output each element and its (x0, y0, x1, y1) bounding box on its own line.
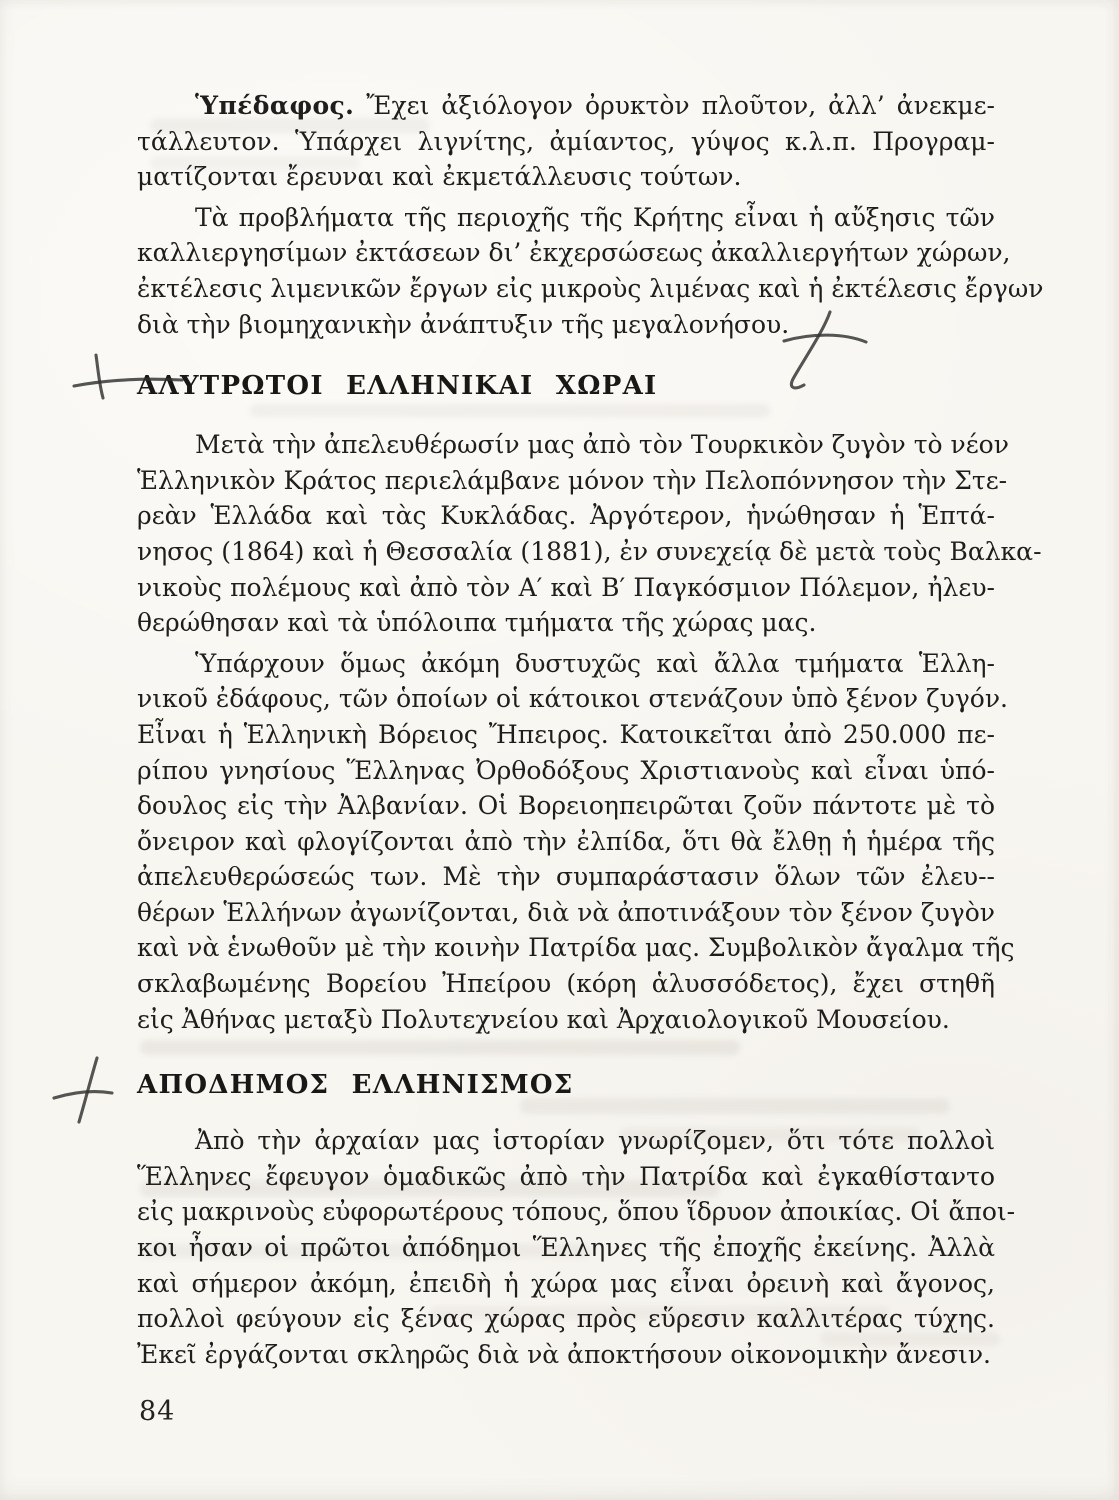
text-line: Ὑπάρχουν ὅμως ἀκόμη δυστυχῶς καὶ ἄλλα τμήματα Ἑλλη- (195, 648, 995, 678)
text-line: εἰς Ἀθήνας μεταξὺ Πολυτεχνείου καὶ Ἀρχαιολογικοῦ Μουσείου. (137, 1004, 950, 1034)
text-line: Ἑλληνικὸν Κράτος περιελάμβανε μόνον τὴν Πελοπόννησον τὴν Στε- (137, 465, 1008, 495)
cross-mark-margin-heading-2 (54, 1058, 112, 1122)
text-line: εἰς μακρινοὺς εὐφορωτέρους τόπους, ὅπου ἵδρυον ἀποικίας. Οἱ ἄποι- (137, 1197, 1016, 1227)
text-line: Ἐκεῖ ἐργάζονται σκληρῶς διὰ νὰ ἀποκτήσουν οἰκονομικὴν ἄνεσιν. (137, 1339, 991, 1369)
text-line: νησος (1864) καὶ ἡ Θεσσαλία (1881), ἐν συνεχείᾳ δὲ μετὰ τοὺς Βαλκα- (137, 536, 1042, 566)
paragraph (137, 88, 995, 195)
text-line: καὶ νὰ ἑνωθοῦν μὲ τὴν κοινὴν Πατρίδα μας. Συμβολικὸν ἄγαλμα τῆς (137, 933, 1015, 963)
text-line: νικοῦ ἐδάφους, τῶν ὁποίων οἱ κάτοικοι στενάζουν ὑπὸ ξένον ζυγόν. (137, 684, 1008, 714)
text-line: Τὰ προβλήματα τῆς περιοχῆς τῆς Κρήτης εἶναι ἡ αὔξησις τῶν (195, 202, 995, 232)
text-line: διὰ τὴν βιομηχανικὴν ἀνάπτυξιν τῆς μεγαλονήσου. (137, 309, 790, 339)
text-line: ρεὰν Ἑλλάδα καὶ τὰς Κυκλάδας. Ἀργότερον, ἡνώθησαν ἡ Ἑπτά- (137, 501, 995, 531)
text-line: ἐκτέλεσις λιμενικῶν ἔργων εἰς μικροὺς λιμένας καὶ ἡ ἐκτέλεσις ἔργων (137, 273, 1044, 303)
text-line: καλλιεργησίμων ἐκτάσεων δι’ ἐκχερσώσεως ἀκαλλιεργήτων χώρων, (137, 238, 1011, 268)
text-run: Ἔχει ἀξιόλογον ὀρυκτὸν πλοῦτον, ἀλλ’ ἀνεκμε- (354, 91, 995, 120)
page-content (137, 88, 1044, 1372)
text-line: τάλλευτον. Ὑπάρχει λιγνίτης, ἀμίαντος, γύψος κ.λ.π. Προγραμ- (137, 126, 995, 156)
page-number: 84 (139, 1396, 176, 1427)
text-line: ὄνειρον καὶ φλογίζονται ἀπὸ τὴν ἐλπίδα, ὅτι θὰ ἔλθῃ ἡ ἡμέρα τῆς (137, 826, 995, 856)
text-line: Μετὰ τὴν ἀπελευθέρωσίν μας ἀπὸ τὸν Τουρκικὸν ζυγὸν τὸ νέον (195, 430, 1009, 460)
paragraph (137, 646, 1015, 1038)
text-line: σκλαβωμένης Βορείου Ἠπείρου (κόρη ἁλυσσόδετος), ἔχει στηθῆ (137, 969, 995, 999)
text-line: δουλος εἰς τὴν Ἀλβανίαν. Οἱ Βορειοηπειρῶται ζοῦν πάντοτε μὲ τὸ (137, 791, 995, 821)
paragraph (137, 200, 1044, 342)
text-line: ἀπελευθερώσεώς των. Μὲ τὴν συμπαράστασιν ὅλων τῶν ἐλευ-- (137, 862, 995, 892)
text-line: Ἀπὸ τὴν ἀρχαίαν μας ἱστορίαν γνωρίζομεν, ὅτι τότε πολλοὶ (195, 1126, 995, 1156)
text-line (137, 88, 995, 124)
text-line: νικοὺς πολέμους καὶ ἀπὸ τὸν Α′ καὶ Β′ Παγκόσμιον Πόλεμον, ἠλευ- (137, 572, 995, 602)
paragraph (137, 427, 1042, 641)
text-line: καὶ σήμερον ἀκόμη, ἐπειδὴ ἡ χώρα μας εἶναι ὀρεινὴ καὶ ἄγονος, (137, 1268, 995, 1298)
text-line: θερώθησαν καὶ τὰ ὑπόλοιπα τμήματα τῆς χώρας μας. (137, 608, 817, 638)
section-heading: ΑΛΥΤΡΩΤΟΙ ΕΛΛΗΝΙΚΑΙ ΧΩΡΑΙ (137, 371, 658, 402)
text-line: θέρων Ἑλλήνων ἀγωνίζονται, διὰ νὰ ἀποτινάξουν τὸν ξένον ζυγὸν (137, 897, 995, 927)
text-line: Εἶναι ἡ Ἑλληνικὴ Βόρειος Ἤπειρος. Κατοικεῖται ἀπὸ 250.000 πε- (137, 719, 995, 749)
text-line: κοι ἦσαν οἱ πρῶτοι ἀπόδημοι Ἕλληνες τῆς ἐποχῆς ἐκείνης. Ἀλλὰ (137, 1233, 995, 1263)
paragraph (137, 1123, 1016, 1372)
section-heading: ΑΠΟΔΗΜΟΣ ΕΛΛΗΝΙΣΜΟΣ (137, 1070, 574, 1101)
text-line: Ἕλληνες ἔφευγον ὁμαδικῶς ἀπὸ τὴν Πατρίδα καὶ ἐγκαθίσταντο (137, 1161, 995, 1191)
text-line: ρίπου γνησίους Ἕλληνας Ὀρθοδόξους Χριστιανοὺς καὶ εἶναι ὑπό- (137, 755, 995, 785)
run-in-heading: Ὑπέδαφος. (195, 91, 355, 120)
text-line: πολλοὶ φεύγουν εἰς ξένας χώρας πρὸς εὕρεσιν καλλιτέρας τύχης. (137, 1304, 995, 1334)
text-line: ματίζονται ἔρευναι καὶ ἐκμετάλλευσις τούτων. (137, 162, 742, 192)
